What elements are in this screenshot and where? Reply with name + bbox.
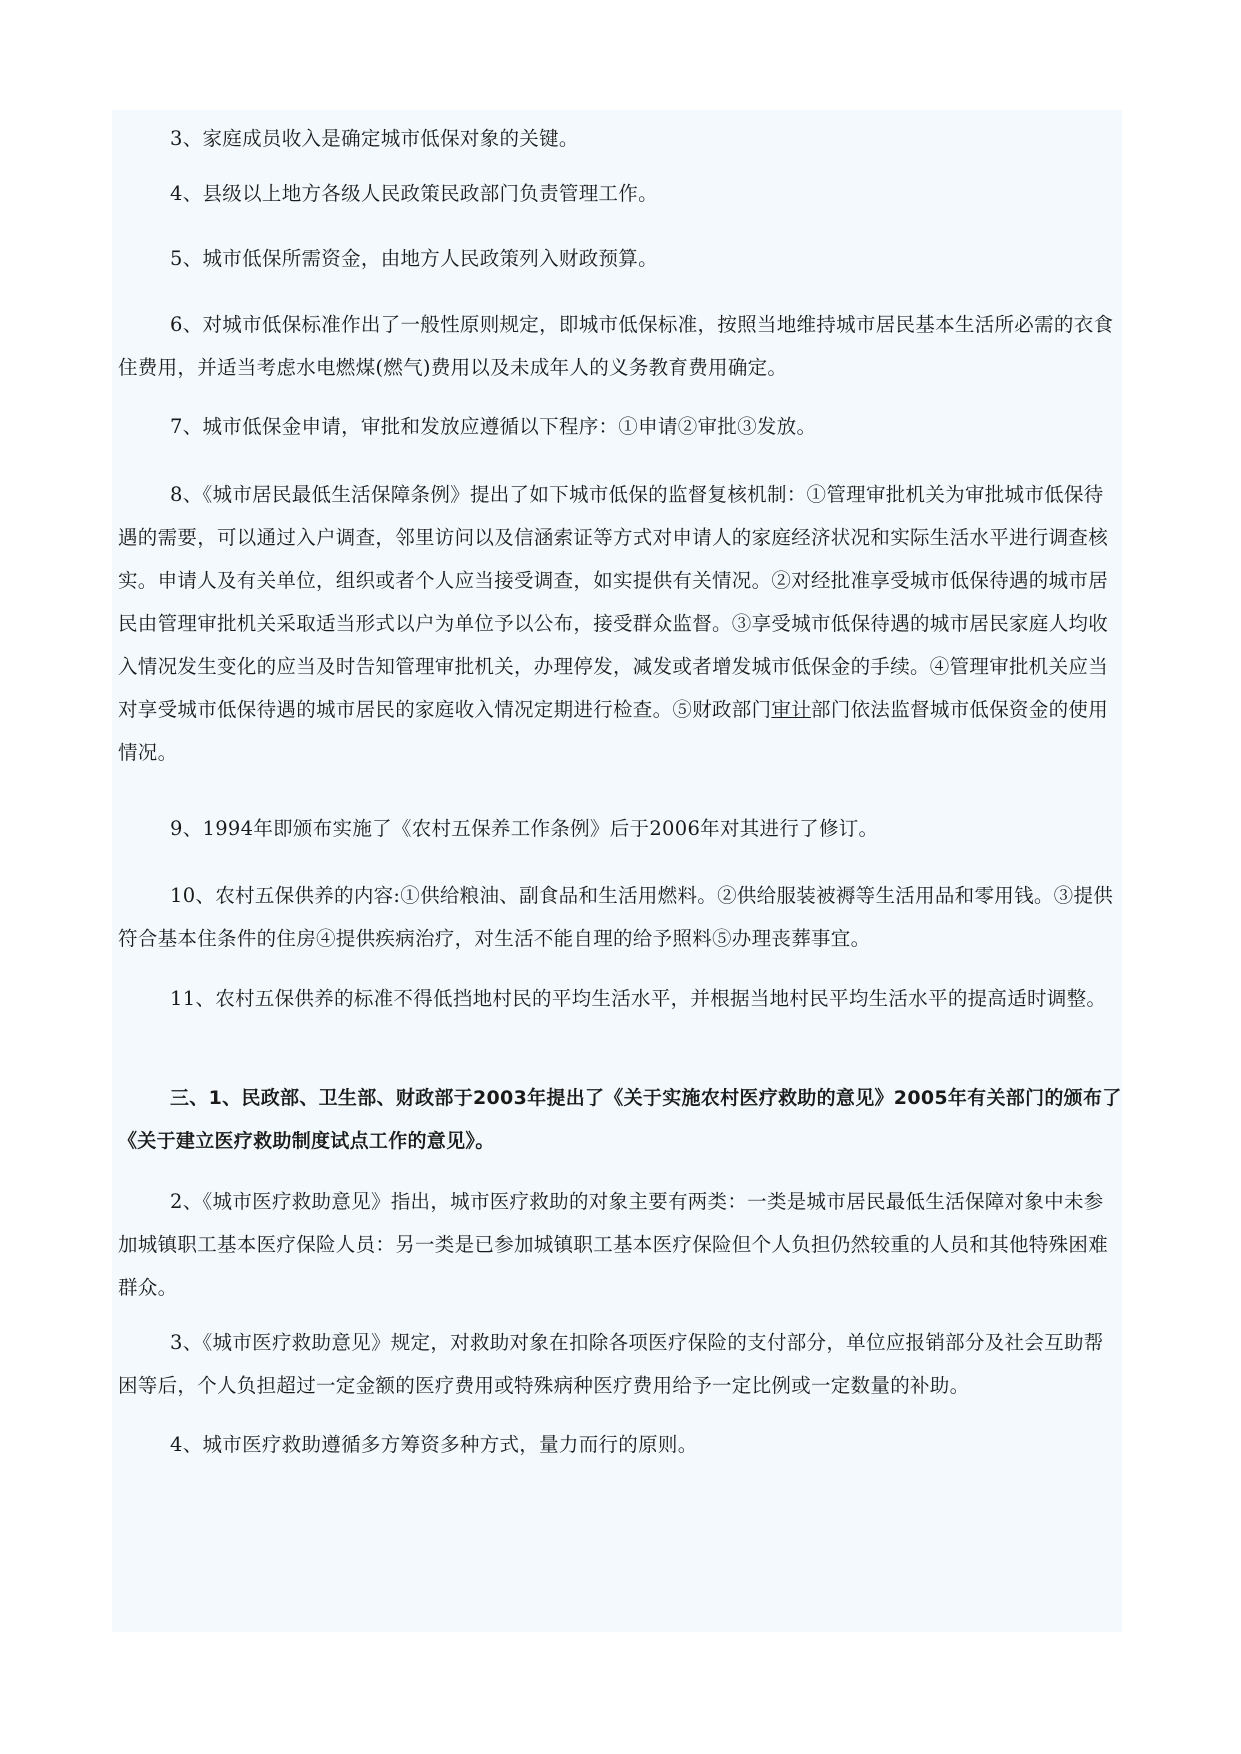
paragraph-5: 5、城市低保所需资金，由地方人民政策列入财政预算。 [170,247,658,270]
paragraph-8 [118,473,1122,774]
section-3-item-3: 3、《城市医疗救助意见》规定，对救助对象在扣除各项医疗保险的支付部分，单位应报销部分及社会互助帮困等后，个人负担超过一定金额的医疗费用或特殊病种医疗费用给予一定比例或一定数量的补助。 [118,1331,1104,1397]
paragraph-7: 7、城市低保金申请，审批和发放应遵循以下程序：①申请②审批③发放。 [170,415,817,438]
audit-link[interactable]: 审计 [771,698,812,721]
paragraph-10: 10、农村五保供养的内容:①供给粮油、副食品和生活用燃料。②供给服装被褥等生活用品和零用钱。③提供符合基本住条件的住房④提供疾病治疗，对生活不能自理的给予照料⑤办理丧葬事宜。 [118,884,1114,950]
paragraph-8-text-b: 部门依法监督城市低保资金的使用情况。 [118,698,1109,764]
paragraph-9: 9、1994年即颁布实施了《农村五保养工作条例》后于2006年对其进行了修订。 [170,817,879,840]
section-3-item-2: 2、《城市医疗救助意见》指出，城市医疗救助的对象主要有两类：一类是城市居民最低生活保障对象中未参加城镇职工基本医疗保险人员：另一类是已参加城镇职工基本医疗保险但个人负担仍然较重的人员和其他特殊困难群众。 [118,1190,1109,1299]
paragraph-6: 6、对城市低保标准作出了一般性原则规定，即城市低保标准，按照当地维持城市居民基本生活所必需的衣食住费用，并适当考虑水电燃煤(燃气)费用以及未成年人的义务教育费用确定。 [118,313,1114,379]
paragraph-8-text-a: 8、《城市居民最低生活保障条例》提出了如下城市低保的监督复核机制：①管理审批机关为审批城市低保待遇的需要，可以通过入户调查，邻里访问以及信涵索证等方式对申请人的家庭经济状况和实际生活水平进行调查核实。申请人及有关单位，组织或者个人应当接受调查，如实提供有关情况。②对经批准享受城市低保待遇的城市居民由管理审批机关采取适当形式以户为单位予以公布，接受群众监督。③享受城市低保待遇的城市居民家庭人均收入情况发生变化的应当及时告知管理审批机关，办理停发，减发或者增发城市低保金的手续。④管理审批机关应当对享受城市低保待遇的城市居民的家庭收入情况定期进行检查。⑤财政部门 [118,483,1109,721]
section-3-heading: 三、1、民政部、卫生部、财政部于2003年提出了《关于实施农村医疗救助的意见》2005年有关部门的颁布了《关于建立医疗救助制度试点工作的意见》。 [118,1087,1122,1152]
paragraph-3: 3、家庭成员收入是确定城市低保对象的关键。 [170,127,579,150]
paragraph-4: 4、县级以上地方各级人民政策民政部门负责管理工作。 [170,182,658,205]
section-3-item-4: 4、城市医疗救助遵循多方筹资多种方式，量力而行的原则。 [170,1433,698,1456]
document-page [112,110,1122,1632]
paragraph-11: 11、农村五保供养的标准不得低挡地村民的平均生活水平，并根据当地村民平均生活水平的提高适时调整。 [170,987,1107,1010]
